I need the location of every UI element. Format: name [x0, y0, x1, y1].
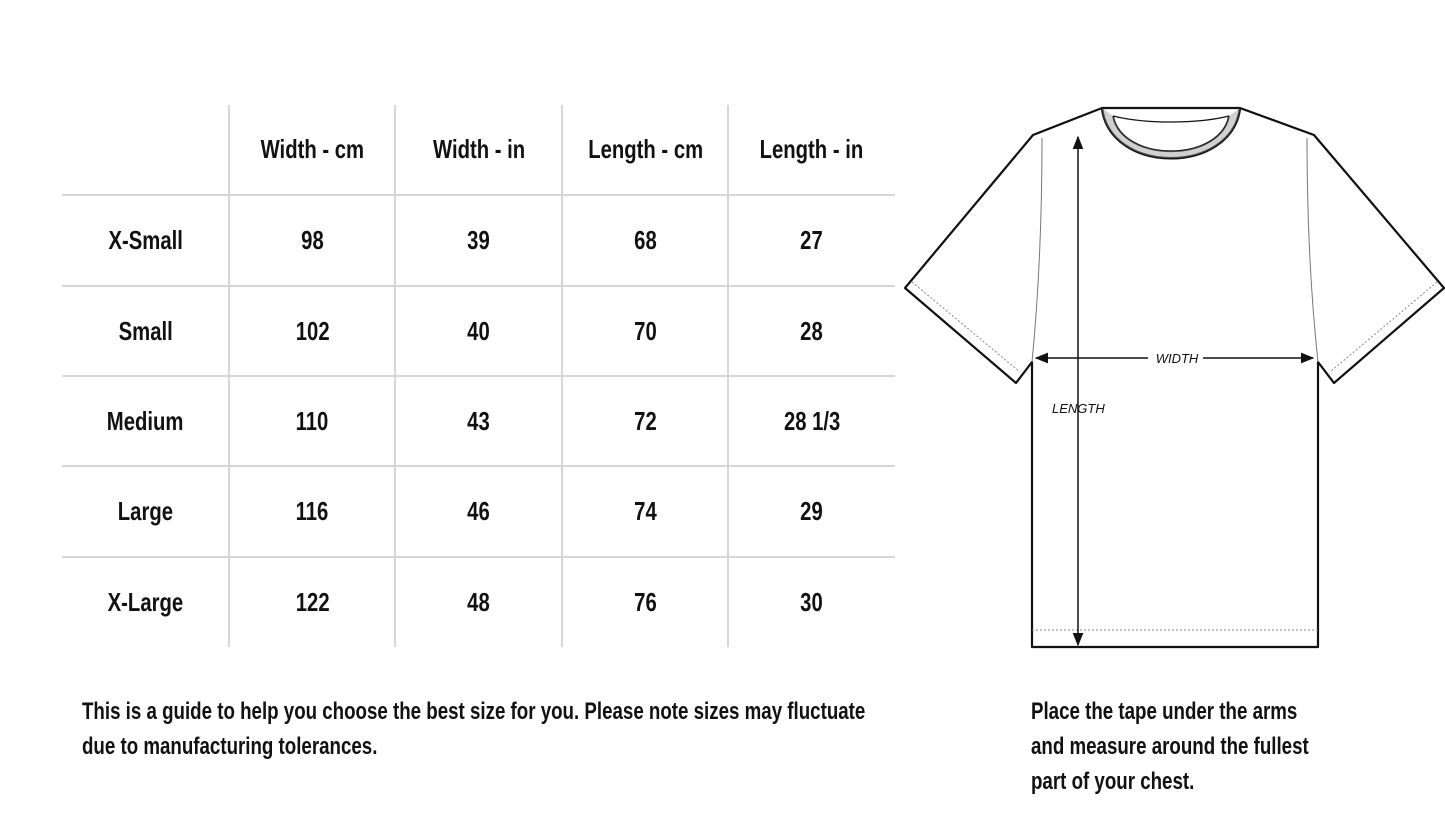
size-table: [62, 105, 895, 647]
length-in-cell: 28 1/3: [783, 405, 840, 436]
size-label: Large: [117, 496, 174, 526]
width-in-cell: 43: [467, 405, 491, 436]
table-row: [62, 287, 895, 375]
width-cm-cell: 98: [300, 225, 324, 255]
length-cm-cell: 68: [633, 225, 657, 255]
length-in-cell: 30: [800, 587, 824, 617]
table-header-row: [62, 105, 895, 194]
width-in-cell: 39: [467, 225, 491, 255]
width-in-cell: 48: [467, 587, 491, 617]
size-label: X-Small: [108, 225, 183, 255]
tshirt-outline: [905, 108, 1444, 647]
table-row: [62, 377, 895, 465]
length-cm-cell: 72: [633, 405, 657, 436]
header-width-in: Width - in: [432, 134, 525, 164]
width-cm-cell: 102: [295, 315, 330, 346]
width-label: WIDTH: [1155, 351, 1199, 366]
size-guide-note: [82, 694, 1082, 764]
measurement-instructions-line: Place the tape under the arms: [1031, 698, 1298, 725]
header-length-in: Length - in: [759, 134, 864, 164]
length-in-cell: 27: [800, 225, 824, 255]
length-cm-cell: 74: [633, 496, 657, 526]
length-cm-cell: 70: [633, 315, 657, 346]
width-in-cell: 46: [467, 496, 491, 526]
length-in-cell: 29: [800, 496, 824, 526]
measurement-instructions: [1031, 694, 1431, 799]
header-length-cm: Length - cm: [587, 134, 703, 164]
measurement-instructions-line: part of your chest.: [1031, 768, 1195, 795]
size-label: Small: [118, 315, 173, 346]
measurement-instructions-line: and measure around the fullest: [1031, 733, 1309, 760]
length-in-cell: 28: [800, 315, 824, 346]
size-label: Medium: [107, 405, 184, 436]
length-cm-cell: 76: [633, 587, 657, 617]
tshirt-diagram: [900, 100, 1445, 655]
size-guide-note-line: due to manufacturing tolerances.: [82, 733, 378, 760]
width-cm-cell: 116: [295, 496, 329, 526]
header-cell-empty: [62, 105, 229, 194]
width-cm-cell: 110: [295, 405, 329, 436]
table-row: [62, 467, 895, 556]
width-cm-cell: 122: [295, 587, 330, 617]
size-guide-note-line: This is a guide to help you choose the best size for you. Please note sizes may fluctuate: [82, 698, 866, 725]
header-width-cm: Width - cm: [260, 134, 364, 164]
table-row: [62, 196, 895, 285]
length-label: LENGTH: [1052, 401, 1105, 416]
table-row: [62, 558, 895, 647]
size-label: X-Large: [107, 587, 184, 617]
width-in-cell: 40: [467, 315, 491, 346]
